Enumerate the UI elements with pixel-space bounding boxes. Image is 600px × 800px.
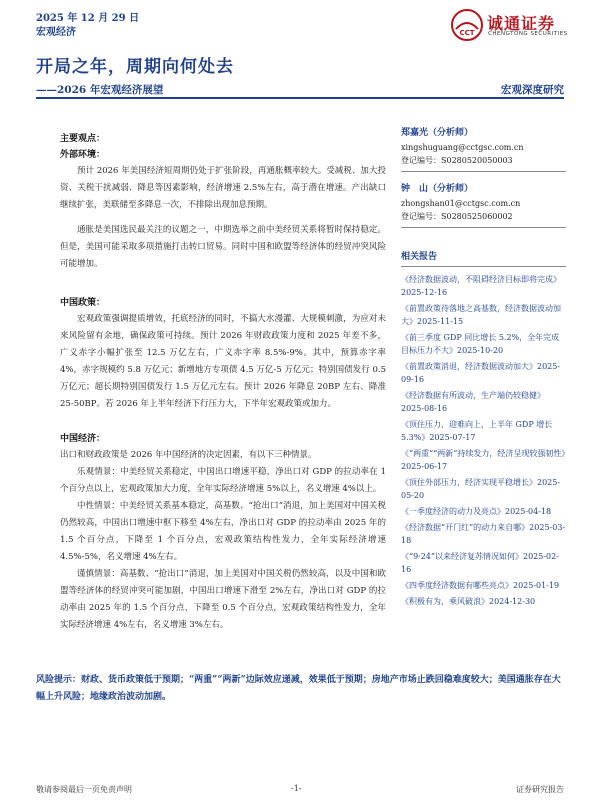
- divider: [401, 227, 566, 228]
- key-points-label: 主要观点：: [60, 134, 106, 144]
- divider: [401, 266, 566, 267]
- svg-text:CCT: CCT: [459, 29, 475, 37]
- section-economy: [60, 431, 386, 634]
- analyst-email[interactable]: xingshuguang@cctgsc.com.cn: [401, 143, 524, 152]
- related-reports-title: 相关报告: [401, 252, 438, 262]
- page-number: -1-: [291, 784, 302, 793]
- paragraph: 乐观情景：中美经贸关系稳定，中国出口增速平稳，净出口对 GDP 的拉动率在 1 个百分点以上，宏观政策加大力度，全年实际经济增速 5%以上，名义增速 4%以上。: [60, 467, 386, 494]
- analyst-email[interactable]: zhongshan01@cctgsc.com.cn: [401, 199, 521, 208]
- section-external: [60, 147, 386, 273]
- related-report-link[interactable]: 《前置政策消退，经济数据波动加大》2025-09-16: [401, 362, 561, 384]
- report-category: 宏观经济: [36, 27, 76, 38]
- cct-logo-icon: [451, 9, 483, 41]
- company-logo: [451, 8, 577, 42]
- paragraph: 谨慎情景：高基数、“抢出口”消退，加上美国对中国关税仍然较高，以及中国和欧盟等经济体的经贸冲突可能加剧，中国出口增速下滑至 2%左右，净出口对 GDP 的拉动率由 2025 年的 1.5 个百分点，下降至 0.5 个百分点，宏观政策结构性发力，全年实际经济增速 4%左右，名义增速 3%左右。: [60, 569, 386, 630]
- section-policy: [60, 295, 386, 413]
- paragraph: 出口和财政政策是 2026 年中国经济的决定因素，有以下三种情景。: [60, 450, 317, 460]
- related-report-link[interactable]: 《积极有为，乘风破浪》2024-12-30: [401, 597, 536, 606]
- analyst-registration: 登记编号：S0280525060002: [401, 212, 513, 221]
- analyst-name: 钟 山（分析师）: [401, 184, 474, 194]
- paragraph: 通胀是美国选民最关注的议题之一，中期选举之前中美经贸关系将暂时保持稳定。但是，美国可能采取多项措施打击转口贸易。同时中国和欧盟等经济体的经贸冲突风险可能增加。: [60, 225, 386, 269]
- header-divider: [36, 97, 564, 99]
- footer-label: 证券研究报告: [516, 785, 564, 794]
- related-report-link[interactable]: 《前三季度 GDP 同比增长 5.2%，全年完成目标压力不大》2025-10-20: [401, 333, 560, 355]
- logo-english-name: CHENGTONG SECURITIES: [488, 31, 568, 37]
- section-heading: 中国政策：: [60, 298, 106, 308]
- risk-warning: 风险提示：财政、货币政策低于预期；“两重”“两新”边际效应递减，效果低于预期；房地产市场止跌回稳难度较大；美国通胀存在大幅上升风险；地缘政治波动加剧。: [36, 675, 561, 702]
- paragraph: 宏观政策强调提质增效，托底经济的同时，不搞大水漫灌、大规模刺激，为应对未来风险留有余地，确保政策可持续。预计 2026 年财政政策力度和 2025 年差不多，广义赤字小幅扩张至 12.5 万亿左右，广义赤字率 8.5%-9%。其中，预算赤字率 4%，赤字规模约 5.8 万亿元；新增地方专项债 4.5 万亿-5 万亿元；特别国债发行 0.5 万亿元；超长期特别国债发行 1.5 万亿元左右。预计 2026 年降息 20BP 左右、降准 25-50BP。若 2026 年上半年经济下行压力大，下半年宏观政策或加力。: [60, 314, 386, 409]
- report-type: 宏观深度研究: [501, 84, 564, 96]
- analyst-card: [401, 182, 566, 228]
- divider: [401, 171, 566, 172]
- section-heading: 中国经济：: [60, 434, 106, 444]
- analyst-registration: 登记编号：S0280520050003: [401, 156, 513, 165]
- related-report-link[interactable]: 《前置政策待落地之高基数，经济数据波动加大》2025-11-15: [401, 304, 561, 326]
- report-date: 2025 年 12 月 29 日: [36, 13, 140, 24]
- related-report-link[interactable]: 《顶住压力，迎难向上，上半年 GDP 增长 5.3%》2025-07-17: [401, 420, 553, 442]
- report-title: 开局之年，周期向何处去: [36, 57, 234, 77]
- paragraph: 中性情景：中美经贸关系基本稳定，高基数、“抢出口”消退，加上美国对中国关税仍然较高，中国出口增速中枢下移至 4%左右，净出口对 GDP 的拉动率由 2025 年的 1.5 个百分点，下降至 1 个百分点，宏观政策结构性发力，全年实际经济增速 4.5%-5%，名义增速 4%左右。: [60, 501, 386, 562]
- related-report-link[interactable]: 《“两重”“两新”持续发力，经济呈现较强韧性》2025-06-17: [401, 449, 566, 471]
- analyst-card: [401, 126, 566, 172]
- analyst-name: 郑嘉光（分析师）: [401, 128, 474, 138]
- paragraph: 预计 2026 年美国经济短周期仍处于扩张阶段，再通胀概率较大。受减税、加大投资、关税干扰减弱、降息等因素影响，经济增速 2.5%左右，高于潜在增速。产出缺口继续扩张，美联储至多降息一次，不排除出现加息预期。: [60, 166, 386, 210]
- related-report-link[interactable]: 《顶住外部压力，经济实现平稳增长》2025-05-20: [401, 478, 561, 500]
- related-reports-list: [401, 273, 566, 608]
- logo-chinese-name: 诚通证券: [487, 14, 556, 33]
- related-report-link[interactable]: 《“9·24”以来经济复苏情况如何》2025-02-16: [401, 552, 559, 574]
- related-report-link[interactable]: 《经济数据波动，不阻碍经济目标即将完成》2025-12-16: [401, 275, 561, 297]
- report-subtitle: ——2026 年宏观经济展望: [36, 84, 164, 96]
- main-content: [60, 131, 386, 634]
- related-report-link[interactable]: 《经济数据“开门红”的动力来自哪》2025-03-18: [401, 523, 566, 545]
- related-report-link[interactable]: 《经济数据有所波动，生产端仍较稳健》2025-08-16: [401, 391, 545, 413]
- section-heading: 外部环境：: [60, 150, 106, 160]
- sidebar: [401, 126, 566, 611]
- disclaimer-note: 敬请参阅最后一页免责声明: [36, 785, 132, 794]
- related-report-link[interactable]: 《一季度经济的动力及亮点》2025-04-18: [401, 507, 552, 516]
- related-report-link[interactable]: 《四季度经济数据有哪些亮点》2025-01-19: [401, 581, 560, 590]
